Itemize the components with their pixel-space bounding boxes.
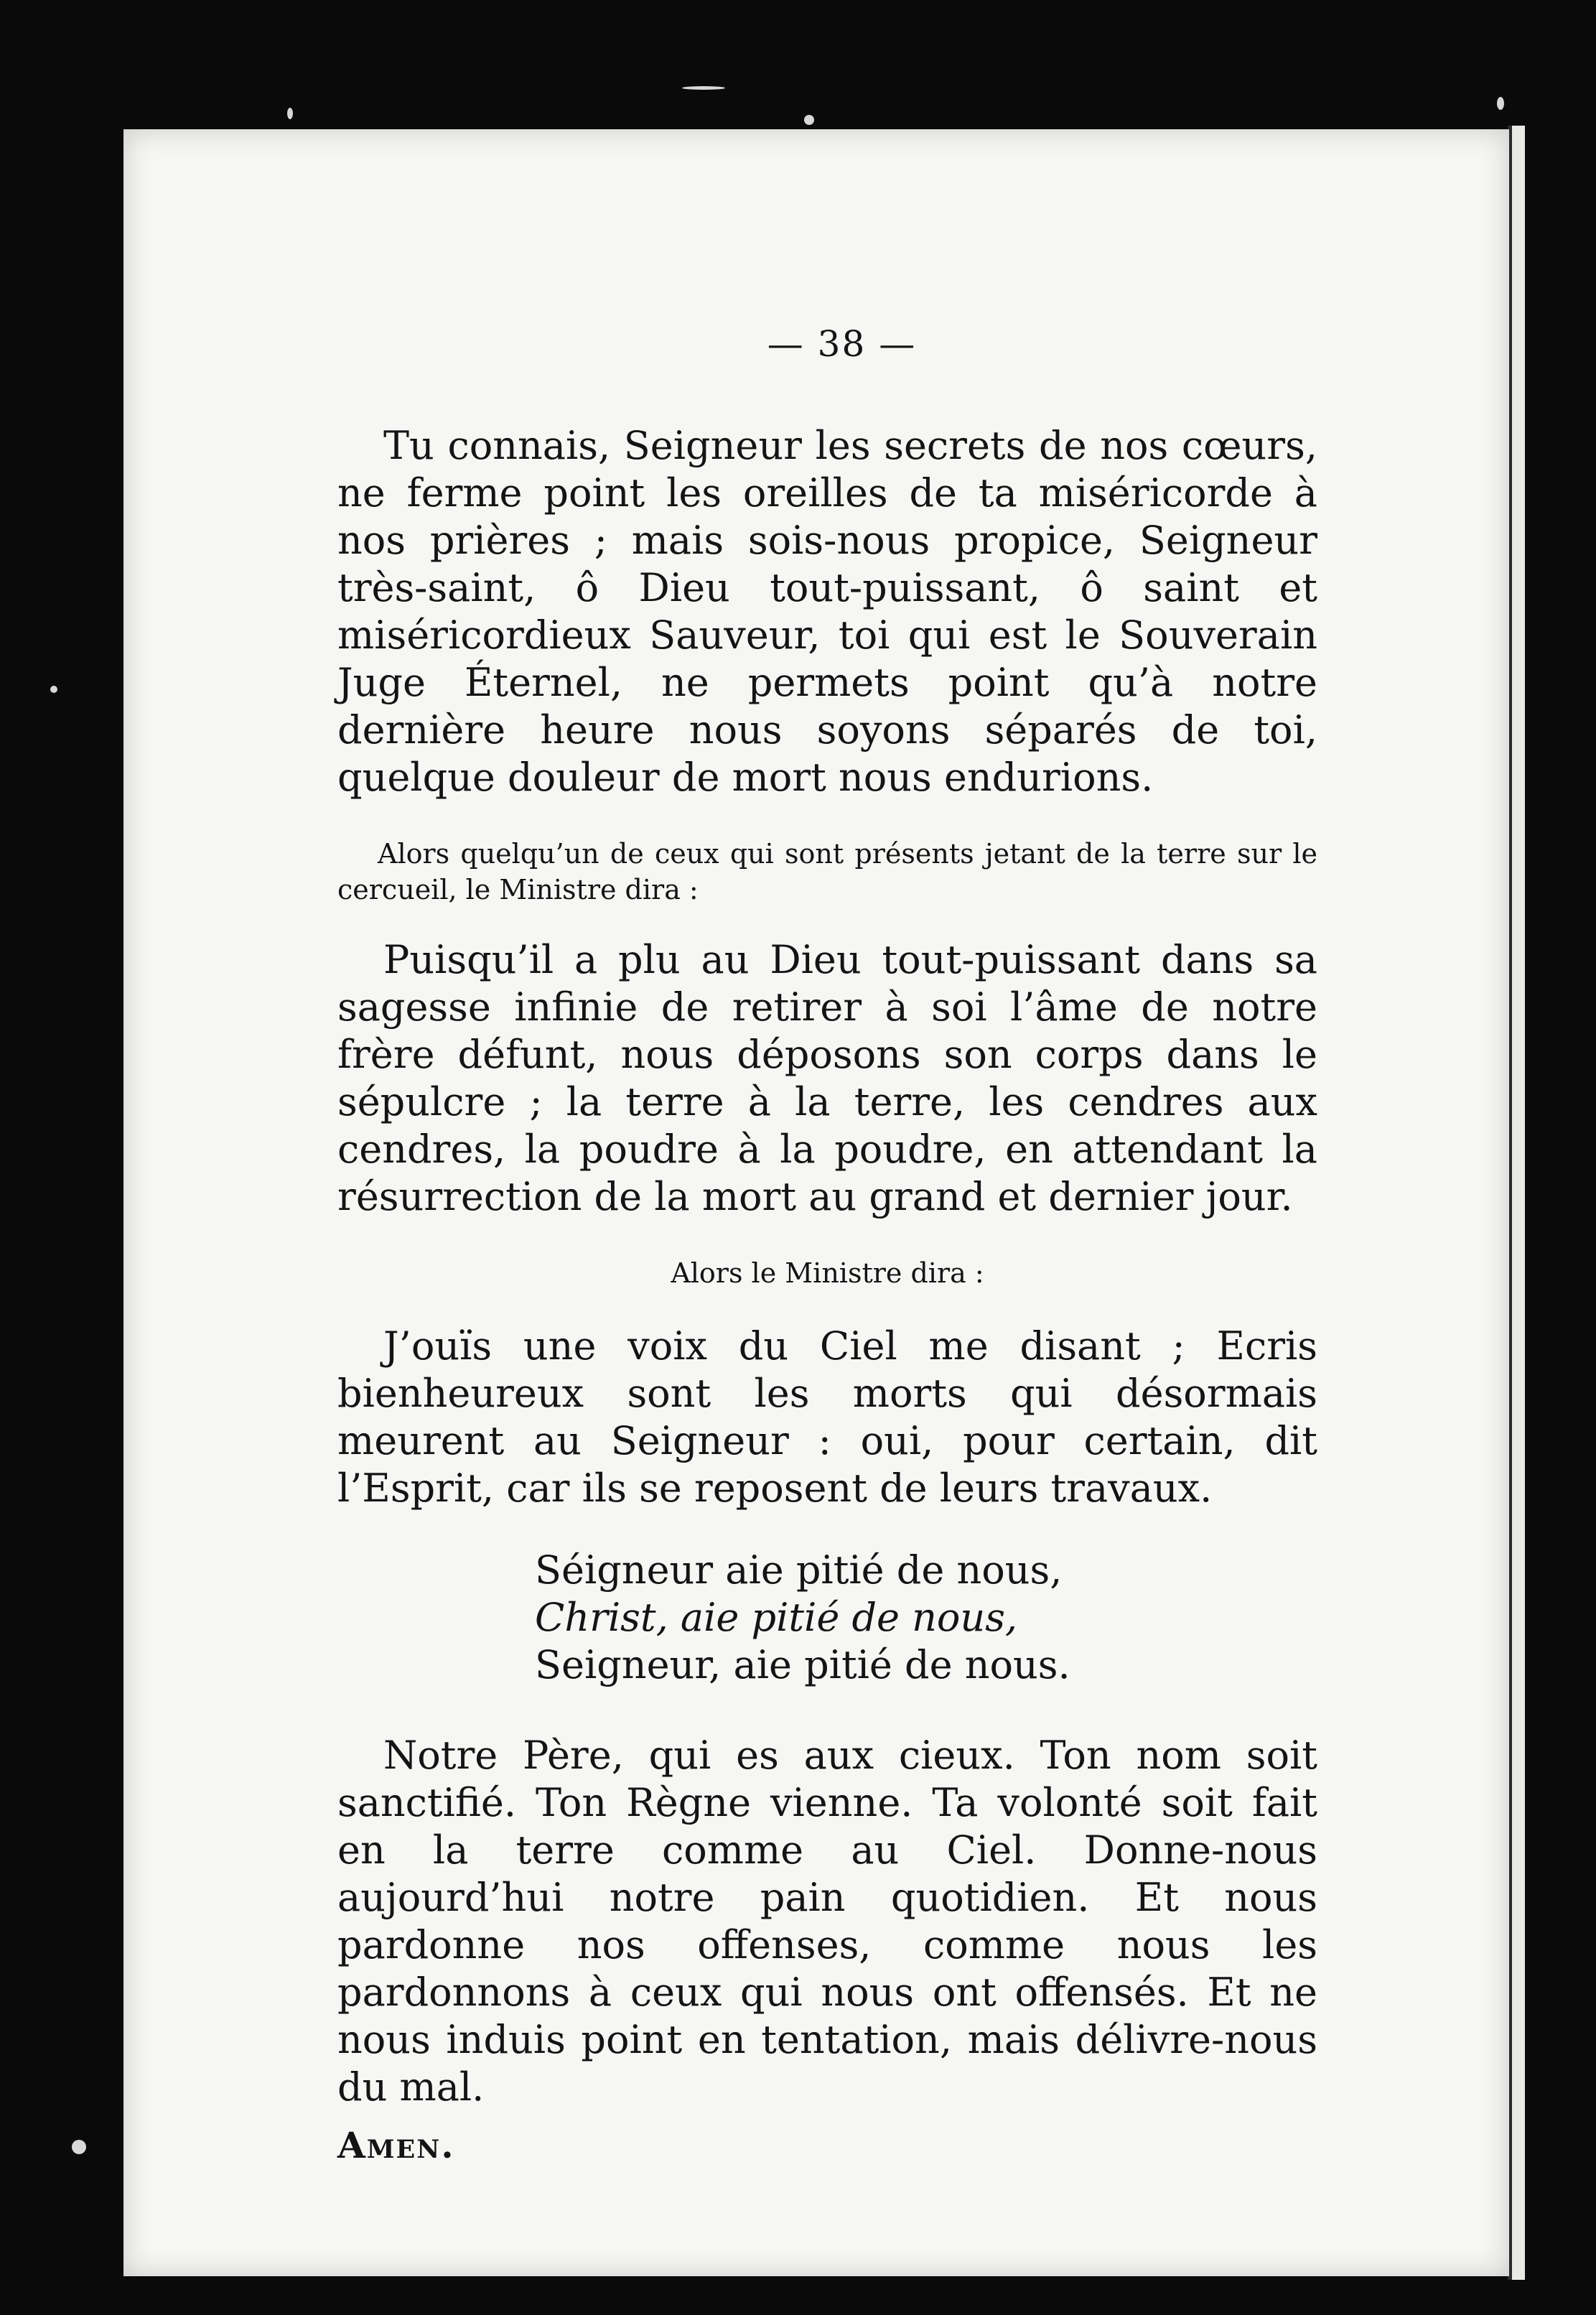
verse-line: Seigneur, aie pitié de nous. [535,1642,1070,1687]
scan-speck [287,108,293,119]
amen: Amen. [337,2124,455,2166]
prayer-paragraph: Tu connais, Seigneur les secrets de nos cœurs, ne ferme point les oreilles de ta miséricorde à nos prières ; mais sois-nous propice, Seigneur très-saint, ô Dieu tout-puissant, ô saint et miséricordieux Sauveur, toi qui est le Souverain Juge Éternel, ne permets point qu’à notre dernière heure nous soyons séparés de toi, quelque douleur de mort nous endurions. [337,423,1317,800]
scripture-paragraph: J’ouïs une voix du Ciel me disant ; Ecris bienheureux sont les morts qui désormais meurent au Seigneur : oui, pour certain, dit l’Esprit, car ils se reposent de leurs travaux. [337,1323,1317,1511]
rubric-instruction: Alors quelqu’un de ceux qui sont présents jetant de la terre sur le cercueil, le Ministre dira : [337,838,1317,905]
scan-speck [804,115,814,125]
committal-paragraph: Puisqu’il a plu au Dieu tout-puissant dans sa sagesse infinie de retirer à soi l’âme de notre frère défunt, nous déposons son corps dans le sépulcre ; la terre à la terre, les cendres aux cendres, la poudre à la poudre, en attendant la résurrection de la mort au grand et dernier jour. [337,937,1317,1219]
scan-speck [50,686,57,693]
scan-speck [1497,97,1504,110]
kyrie-verse [535,1547,1317,1689]
lords-prayer-paragraph: Notre Père, qui es aux cieux. Ton nom soit sanctifié. Ton Règne vienne. Ta volonté soit fait en la terre comme au Ciel. Donne-nous aujourd’hui notre pain quotidien. Et nous pardonne nos offenses, comme nous les pardonnons à ceux qui nous ont offensés. Et ne nous induis point en tentation, mais délivre-nous du mal. [337,1733,1317,2110]
page-text [337,323,1317,2166]
page-number: — 38 — [767,323,917,365]
scan-speck [682,86,725,90]
rubric-instruction: Alors le Ministre dira : [671,1257,984,1289]
scan-speck [72,2140,86,2154]
verse-line: Séigneur aie pitié de nous, [535,1547,1063,1593]
verse-line: Christ, aie pitié de nous, [535,1595,1018,1640]
